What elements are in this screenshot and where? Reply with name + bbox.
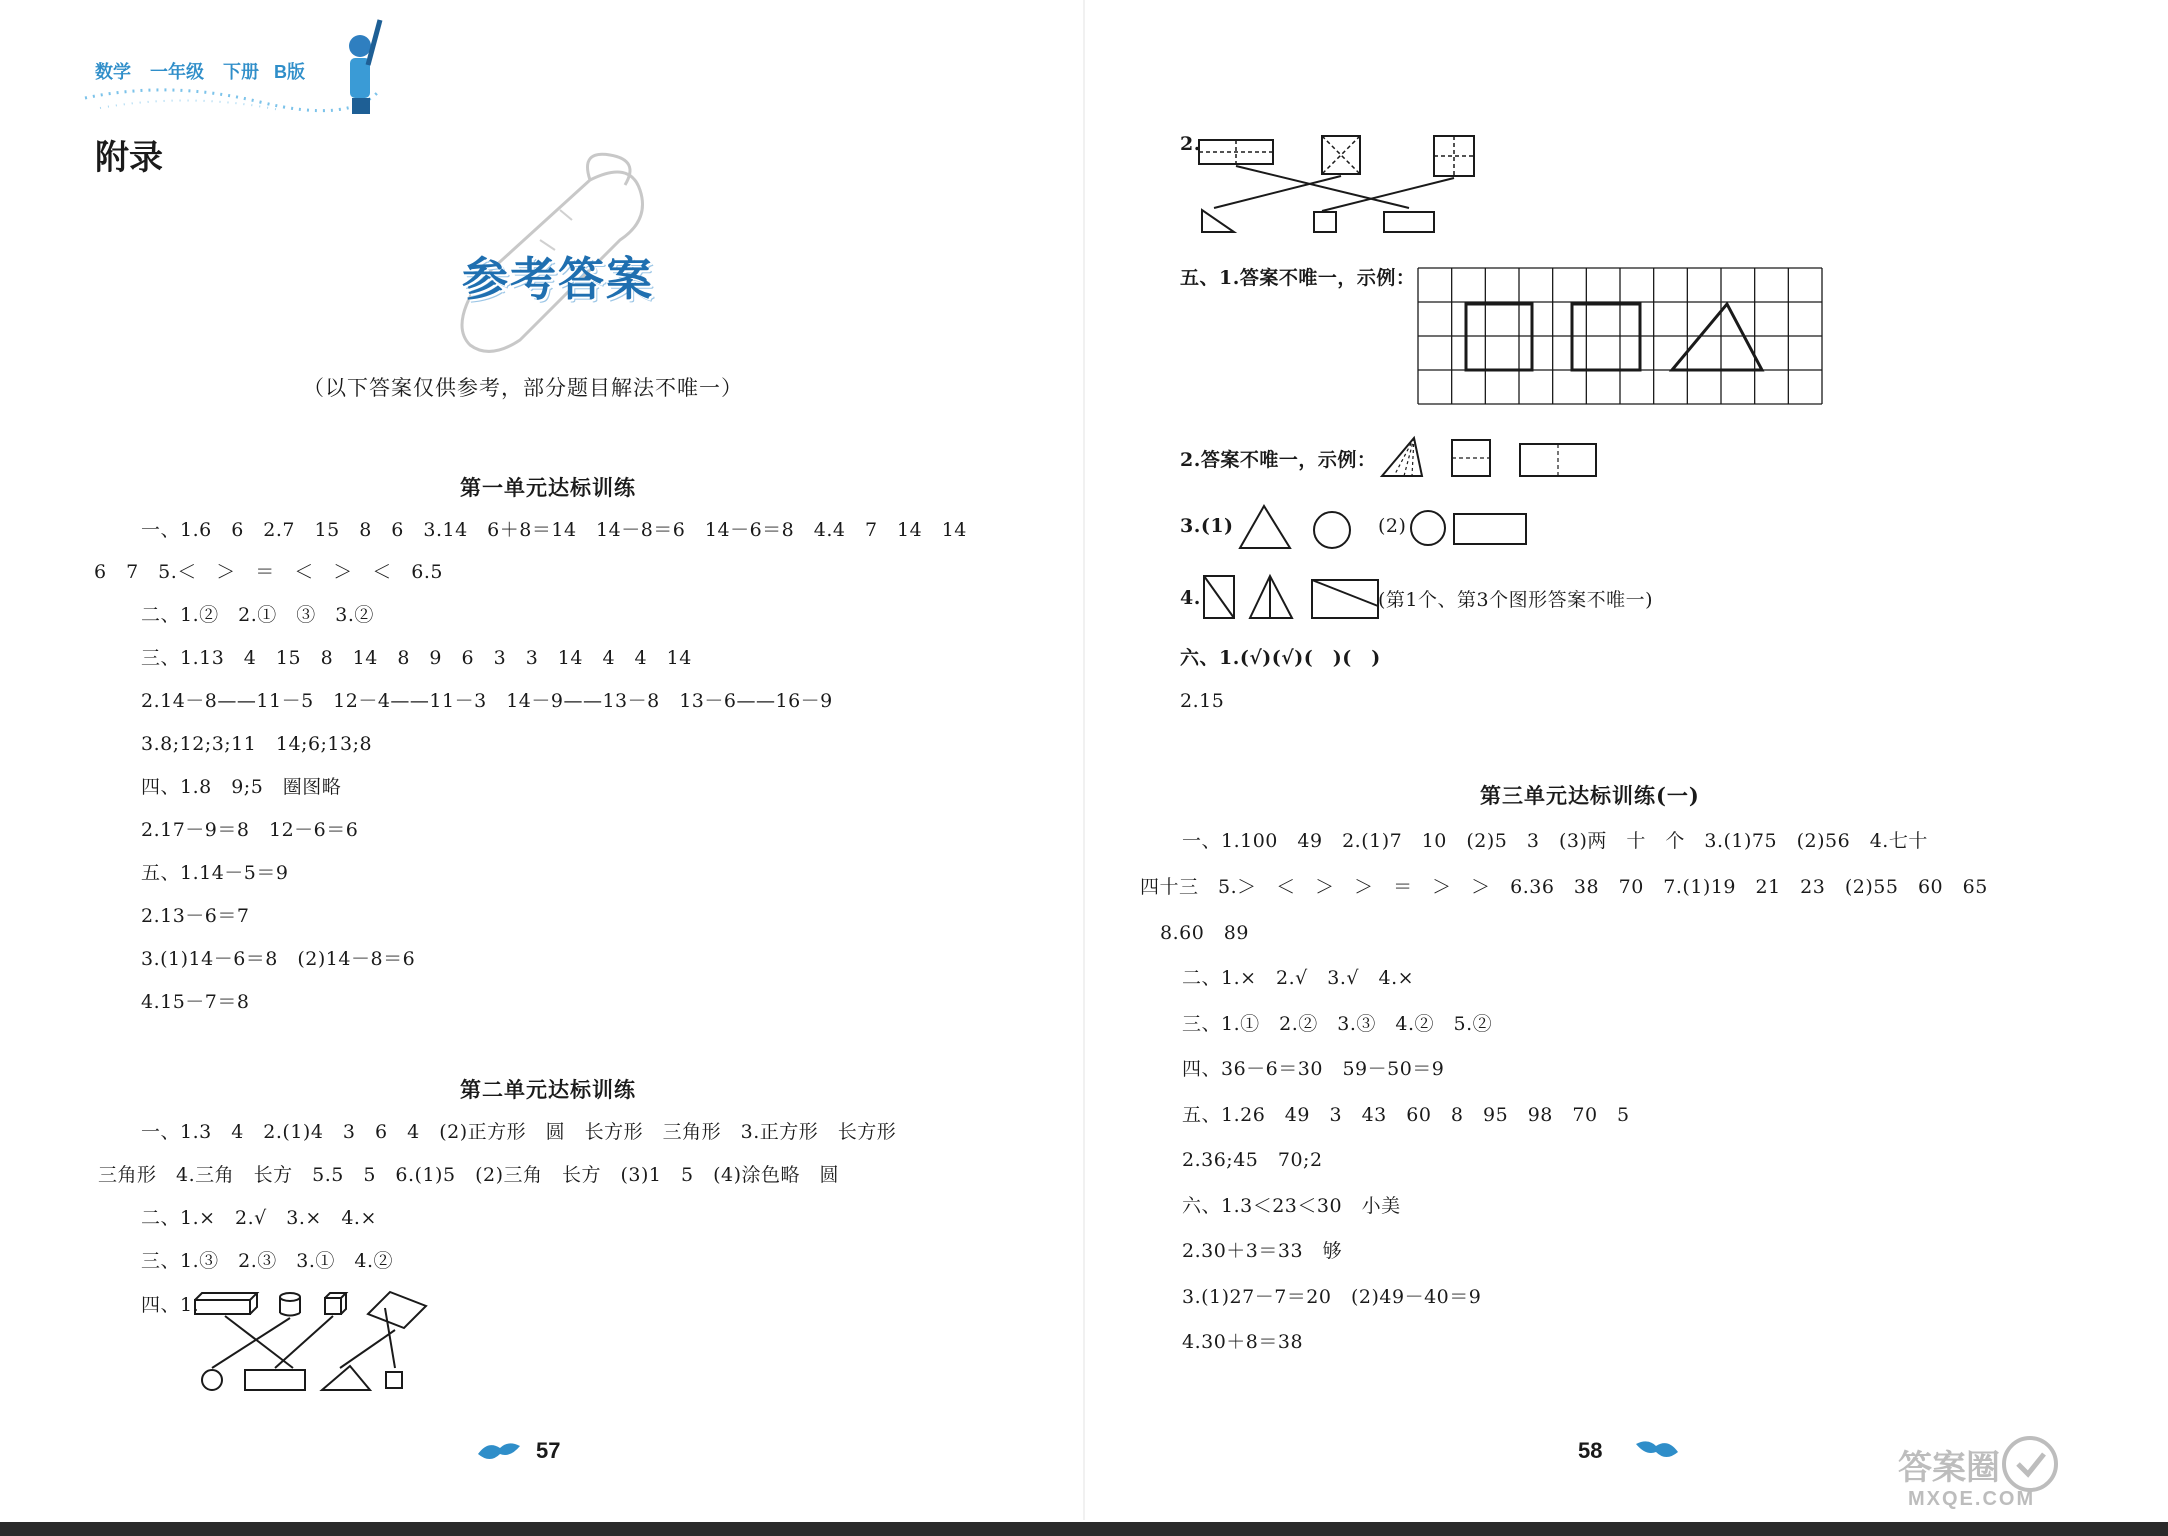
unit3-line-2: 四十三 5.＞ ＜ ＞ ＞ ＝ ＞ ＞ 6.36 38 70 7.(1)19 21 23 (2)55 60 65 [1140,876,1988,898]
unit1-line-4: 三、1.13 4 15 8 14 8 9 6 3 3 14 4 4 14 [141,647,692,669]
result-rectangle-icon [1384,212,1434,232]
unit1-line-6: 3.8;12;3;11 14;6;13;8 [141,733,373,755]
unit2-line-3: 二、1.× 2.√ 3.× 4.× [141,1207,377,1229]
leaf-ornament-right-icon [1630,1436,1682,1464]
page-number-right: 58 [1578,1438,1603,1463]
leaf-ornament-icon [474,1438,524,1464]
unit3-line-12: 4.30＋8＝38 [1182,1331,1304,1353]
unit1-line-8: 2.17－9＝8 12－6＝6 [141,819,359,841]
unit1-line-12: 4.15－7＝8 [141,991,250,1013]
q3-label-a: 3.(1) [1180,515,1234,537]
rectangle-shape-icon [245,1370,305,1390]
q3-shapes-a [1232,502,1352,552]
cube-icon [325,1293,346,1314]
q3-triangle-icon [1240,506,1290,548]
square-shape-icon [386,1372,402,1388]
q6-2: 2.15 [1180,690,1225,712]
unit3-line-9: 六、1.3＜23＜30 小美 [1182,1195,1401,1217]
unit3-line-11: 3.(1)27－7＝20 (2)49－40＝9 [1182,1286,1482,1308]
answer-note: （以下答案仅供参考，部分题目解法不唯一） [303,376,743,400]
q5-2-label: 2.答案不唯一，示例： [1180,449,1377,471]
unit3-line-3: 8.60 89 [1160,922,1249,944]
header-volume: 下册 [223,62,260,82]
q4-triangle-split-icon [1250,576,1292,618]
watermark-logo-icon [2000,1434,2060,1494]
appendix-title: 附录 [95,139,163,177]
q3-shapes-b [1410,504,1540,550]
q5-1-label: 五、1.答案不唯一，示例： [1180,267,1416,289]
result-triangle-icon [1202,210,1234,232]
unit3-title: 第三单元达标训练(一) [1480,783,1700,808]
unit3-line-5: 三、1.① 2.② 3.③ 4.② 5.② [1182,1013,1493,1035]
cut-square-icon [1452,440,1490,476]
q4-label: 4. [1180,587,1201,609]
grid-drawn-triangle-icon [1672,304,1762,370]
unit3-line-1: 一、1.100 49 2.(1)7 10 (2)5 3 (3)两 十 个 3.(1)75 (2)56 4.七十 [1182,830,1928,852]
cut-shapes-diagram [1374,430,1694,482]
cylinder-icon [280,1293,300,1316]
q3-rectangle-icon [1454,514,1526,544]
result-square-icon [1314,212,1336,232]
unit1-line-7: 四、1.8 9;5 圈图略 [141,776,342,798]
unit2-line-2: 三角形 4.三角 长方 5.5 5 6.(1)5 (2)三角 长方 (3)1 5 (4)涂色略 圆 [98,1164,839,1186]
unit2-line-1: 一、1.3 4 2.(1)4 3 6 4 (2)正方形 圆 长方形 三角形 3.正方形 长方形 [141,1121,897,1143]
triangle-shape-icon [322,1366,370,1390]
q3-label-b: (2) [1378,515,1407,537]
circle-shape-icon [202,1370,222,1390]
grid-drawn-rectangle-icon [1466,304,1532,370]
unit3-line-7: 五、1.26 49 3 43 60 8 95 98 70 5 [1182,1104,1630,1126]
header-edition: B版 [274,62,306,82]
unit2-line-5: 四、1. [141,1294,200,1316]
unit3-line-6: 四、36－6＝30 59－50＝9 [1182,1058,1445,1080]
fold-matching-diagram [1194,128,1534,238]
unit1-line-1: 一、1.6 6 2.7 15 8 6 3.14 6＋8＝14 14－8＝6 14－6＝8 4.4 7 14 14 [141,519,967,541]
unit1-line-9: 五、1.14－5＝9 [141,862,289,884]
unit3-line-8: 2.36;45 70;2 [1182,1149,1323,1171]
header-title [95,58,305,84]
unit1-title: 第一单元达标训练 [460,475,636,500]
unit3-line-10: 2.30＋3＝33 够 [1182,1240,1343,1262]
stamp-title: 参考答案 [462,252,654,306]
folded-square-cross-icon [1434,136,1474,176]
header-grade: 一年级 [150,62,205,82]
unit1-line-2: 6 7 5.＜ ＞ ＝ ＜ ＞ ＜ 6.5 [94,561,444,583]
boy-with-pencil-icon [349,20,380,114]
unit1-line-11: 3.(1)14－6＝8 (2)14－8＝6 [141,948,416,970]
page-number-left: 57 [536,1438,561,1463]
header-subject: 数学 [95,62,131,82]
cuboid-icon [195,1293,257,1314]
q6-1: 六、1.(√)(√)( )( ) [1180,647,1381,669]
grid-drawn-square-icon [1572,304,1640,370]
q4-note: (第1个、第3个图形答案不唯一) [1378,589,1654,611]
unit1-line-3: 二、1.② 2.① ③ 3.② [141,604,374,626]
cut-triangle-icon [1382,438,1422,476]
q2-label: 2. [1180,133,1201,155]
drawing-grid [1416,266,1826,408]
solid-face-matching-diagram [190,1288,440,1393]
unit2-line-4: 三、1.③ 2.③ 3.① 4.② [141,1250,394,1272]
unit1-line-5: 2.14－8——11－5 12－4——11－3 14－9——13－8 13－6——16－9 [141,690,833,712]
right-page [1084,0,2168,1536]
unit1-line-10: 2.13－6＝7 [141,905,250,927]
q3-circle-b-icon [1411,511,1445,545]
unit3-line-4: 二、1.× 2.√ 3.√ 4.× [1182,967,1415,989]
unit2-title: 第二单元达标训练 [460,1077,636,1102]
triangular-prism-icon [368,1292,426,1328]
q4-rect-cut-icon [1312,580,1378,618]
watermark-bottom: MXQE.COM [1908,1488,2036,1510]
q3-circle-icon [1314,512,1350,548]
scan-bottom-edge [0,1522,2168,1536]
watermark-top: 答案圈 [1898,1449,2000,1487]
